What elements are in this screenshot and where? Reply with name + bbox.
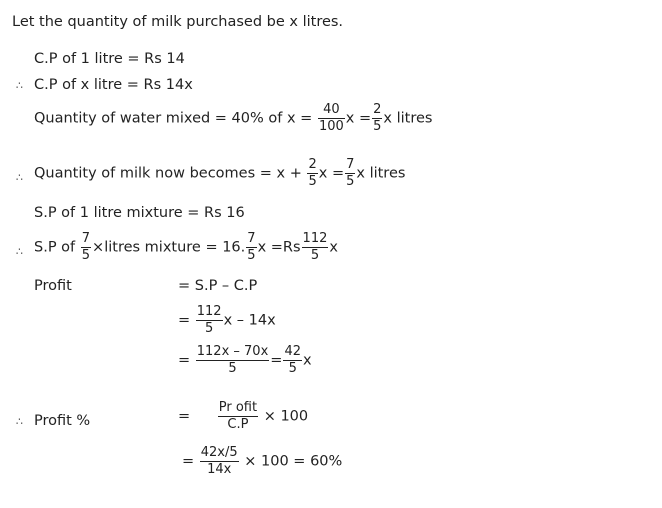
fraction-2-5 [307, 158, 317, 189]
fraction-denominator: 5 [196, 320, 223, 336]
milk-now-line [34, 158, 405, 189]
eq-sign: = [178, 352, 191, 369]
milk-now-label: Quantity of milk now becomes = x + [34, 165, 302, 182]
fraction-denominator: 14x [200, 461, 239, 477]
fraction-numerator: 42 [284, 344, 301, 359]
profit-eq1: = S.P – C.P [178, 278, 258, 294]
cp-one-litre: C.P of 1 litre = Rs 14 [34, 51, 185, 67]
fraction-112-5 [196, 305, 223, 336]
fraction-numerator: 2 [308, 157, 317, 172]
fraction-numerator: 112 [302, 231, 328, 246]
fraction-40-100 [318, 103, 345, 134]
milk-now-mid: x = [318, 165, 345, 182]
profit-pct-eq1-tail: × 100 [263, 408, 309, 425]
profit-label: Profit [34, 278, 72, 294]
fraction-denominator: 5 [373, 119, 382, 134]
fraction-42x5-14x [200, 446, 239, 477]
fraction-112-5 [302, 232, 329, 263]
intro-line: Let the quantity of milk purchased be x litres. [12, 14, 344, 30]
water-mixed-line [34, 103, 432, 134]
fraction-numerator: 40 [323, 102, 340, 117]
therefore-symbol: ∴ [16, 79, 23, 92]
fraction-numerator: Pr ofit [218, 400, 258, 415]
fraction-numerator: 7 [346, 157, 355, 172]
sp-mix-pre: S.P of [34, 239, 76, 256]
therefore-symbol: ∴ [16, 245, 23, 258]
fraction-numerator: 112x – 70x [196, 344, 269, 359]
fraction-denominator: 5 [81, 248, 91, 263]
fraction-denominator: 5 [283, 360, 302, 376]
water-mid: x = [345, 110, 372, 127]
cp-x-litre: C.P of x litre = Rs 14x [34, 77, 193, 93]
fraction-7-5 [246, 232, 256, 263]
eq-sign: = [270, 352, 283, 369]
profit-pct-eq2 [182, 446, 342, 477]
eq-sign: = [178, 312, 191, 329]
sp-mix-mid: ×litres mixture = 16. [92, 239, 246, 256]
fraction-denominator: C.P [218, 416, 258, 432]
therefore-symbol: ∴ [16, 415, 23, 428]
fraction-denominator: 5 [196, 360, 270, 376]
fraction-denominator: 5 [247, 248, 256, 263]
profit-eq2-tail: x – 14x [223, 312, 276, 329]
fraction-112x-70x-5 [196, 345, 270, 376]
fraction-numerator: 42x/5 [200, 445, 238, 460]
eq-sign: = [178, 408, 191, 425]
fraction-7-5 [345, 158, 355, 189]
profit-pct-eq2-tail: × 100 = 60% [244, 453, 343, 470]
fraction-denominator: 5 [302, 247, 329, 263]
fraction-denominator: 5 [308, 174, 317, 189]
eq-sign: = [182, 453, 195, 470]
profit-pct-label: Profit % [34, 413, 91, 429]
fraction-2-5 [372, 103, 382, 134]
water-label: Quantity of water mixed = 40% of x = [34, 110, 313, 127]
therefore-symbol: ∴ [16, 171, 23, 184]
water-tail: x litres [383, 110, 433, 127]
profit-eq3-tail: x [302, 352, 312, 369]
fraction-numerator: 2 [373, 102, 382, 117]
sp-mix-mid2: x =Rs [257, 239, 301, 256]
fraction-42-5 [283, 345, 302, 376]
sp-mixture-line [34, 232, 338, 263]
sp-mix-tail: x [329, 239, 338, 256]
fraction-denominator: 5 [346, 174, 355, 189]
profit-eq3 [178, 345, 312, 376]
profit-pct-eq1 [178, 401, 308, 432]
sp-one-litre-mixture: S.P of 1 litre mixture = Rs 16 [34, 205, 245, 221]
fraction-denominator: 100 [318, 119, 344, 134]
fraction-profit-cp [218, 401, 258, 432]
fraction-numerator: 7 [81, 231, 91, 246]
milk-now-tail: x litres [356, 165, 406, 182]
fraction-numerator: 112 [196, 304, 222, 319]
fraction-7-5 [81, 232, 91, 263]
fraction-numerator: 7 [247, 231, 256, 246]
profit-eq2 [178, 305, 276, 336]
